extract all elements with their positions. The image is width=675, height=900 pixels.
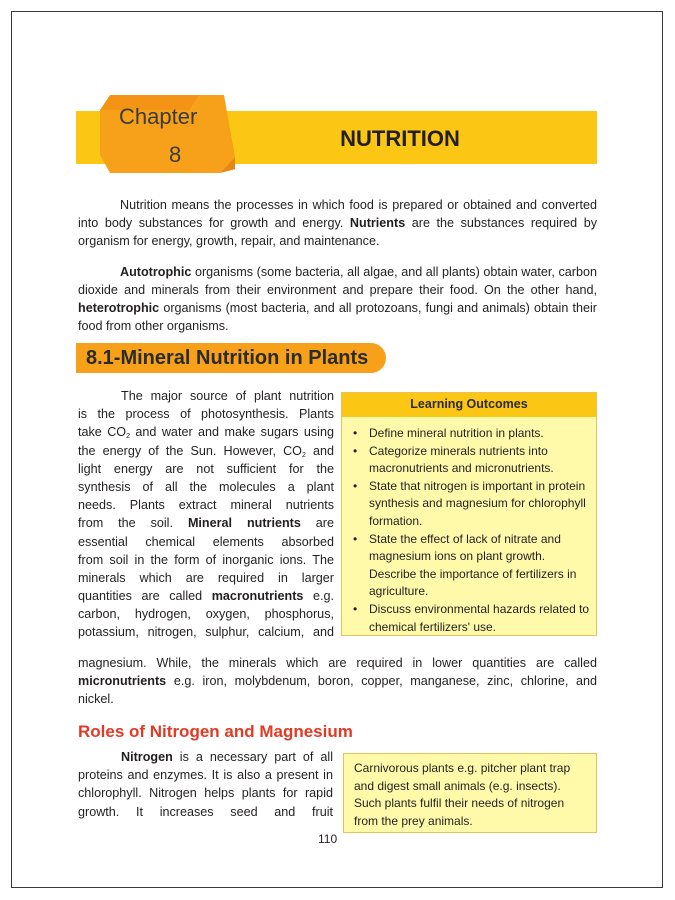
page-number: 110	[318, 832, 338, 846]
roles-heading: Roles of Nitrogen and Magnesium	[78, 722, 353, 741]
list-item: • Define mineral nutrition in plants.	[353, 426, 544, 440]
roles-text: Nitrogen is a necessary part of all proteins and enzymes. It is also a present in chlorophyll. Nitrogen helps plants for rapid growth. It increases seed and fruit	[78, 750, 333, 819]
learning-outcomes-box	[341, 392, 597, 636]
list-item: • State that nitrogen is important in protein synthesis and magnesium for chlorophyll formation.	[353, 478, 586, 528]
mineral-nutrition-text: The major source of plant nutrition is the process of photosynthesis. Plants take $CO_2$ and water and make sugars using the energy of the Sun. However, $CO_2$ and light energy are not sufficient for the synthesis of all the molecules a plant needs. Plants extract mineral nutrients from the soil. Mineral nutrients are essential chemical elements absorbed from soil in the form of inorganic ions. The minerals which are required in larger quantities are called macronutrients e.g. carbon, hydrogen, oxygen, phosphorus, potassium, nitrogen, sulphur, calcium, and	[78, 389, 335, 640]
list-item: • Categorize minerals nutrients into macronutrients and micronutrients.	[353, 443, 554, 476]
carnivorous-note-box	[343, 753, 597, 833]
learning-outcomes-heading: Learning Outcomes	[410, 397, 528, 411]
list-item: • Discuss environmental hazards related to chemical fertilizers' use.	[353, 601, 590, 634]
mineral-nutrition-continued: magnesium. While, the minerals which are required in lower quantities are called micronutrients e.g. iron, molybdenum, boron, copper, manganese, zinc, chlorine, and nickel.	[78, 656, 597, 706]
learning-outcomes-header	[342, 393, 596, 417]
chapter-number: 8	[169, 142, 182, 167]
intro-paragraph-2: Autotrophic organisms (some bacteria, all algae, and all plants) obtain water, carbon dioxide and minerals from their environment and prepare their food. On the other hand, heterotrophic organisms (most bacteria, and all protozoans, fungi and animals) obtain their food from other organisms.	[78, 265, 597, 333]
note-text: Carnivorous plants e.g. pitcher plant trap and digest small animals (e.g. insects). Such plants fulfil their needs of nitrogen from the prey animals.	[354, 761, 571, 828]
list-item: • State the effect of lack of nitrate and magnesium ions on plant growth. Describe the importance of fertilizers in agriculture.	[353, 531, 577, 599]
chapter-title: NUTRITION	[340, 126, 460, 151]
learning-outcomes-list	[350, 425, 590, 636]
chapter-word: Chapter	[119, 104, 198, 129]
intro-paragraph-1: Nutrition means the processes in which food is prepared or obtained and converted into body substances for growth and energy. Nutrients are the substances required by organism for energy, growth, repair, and maintenance.	[78, 198, 597, 248]
section-title: 8.1-Mineral Nutrition in Plants	[86, 347, 369, 369]
